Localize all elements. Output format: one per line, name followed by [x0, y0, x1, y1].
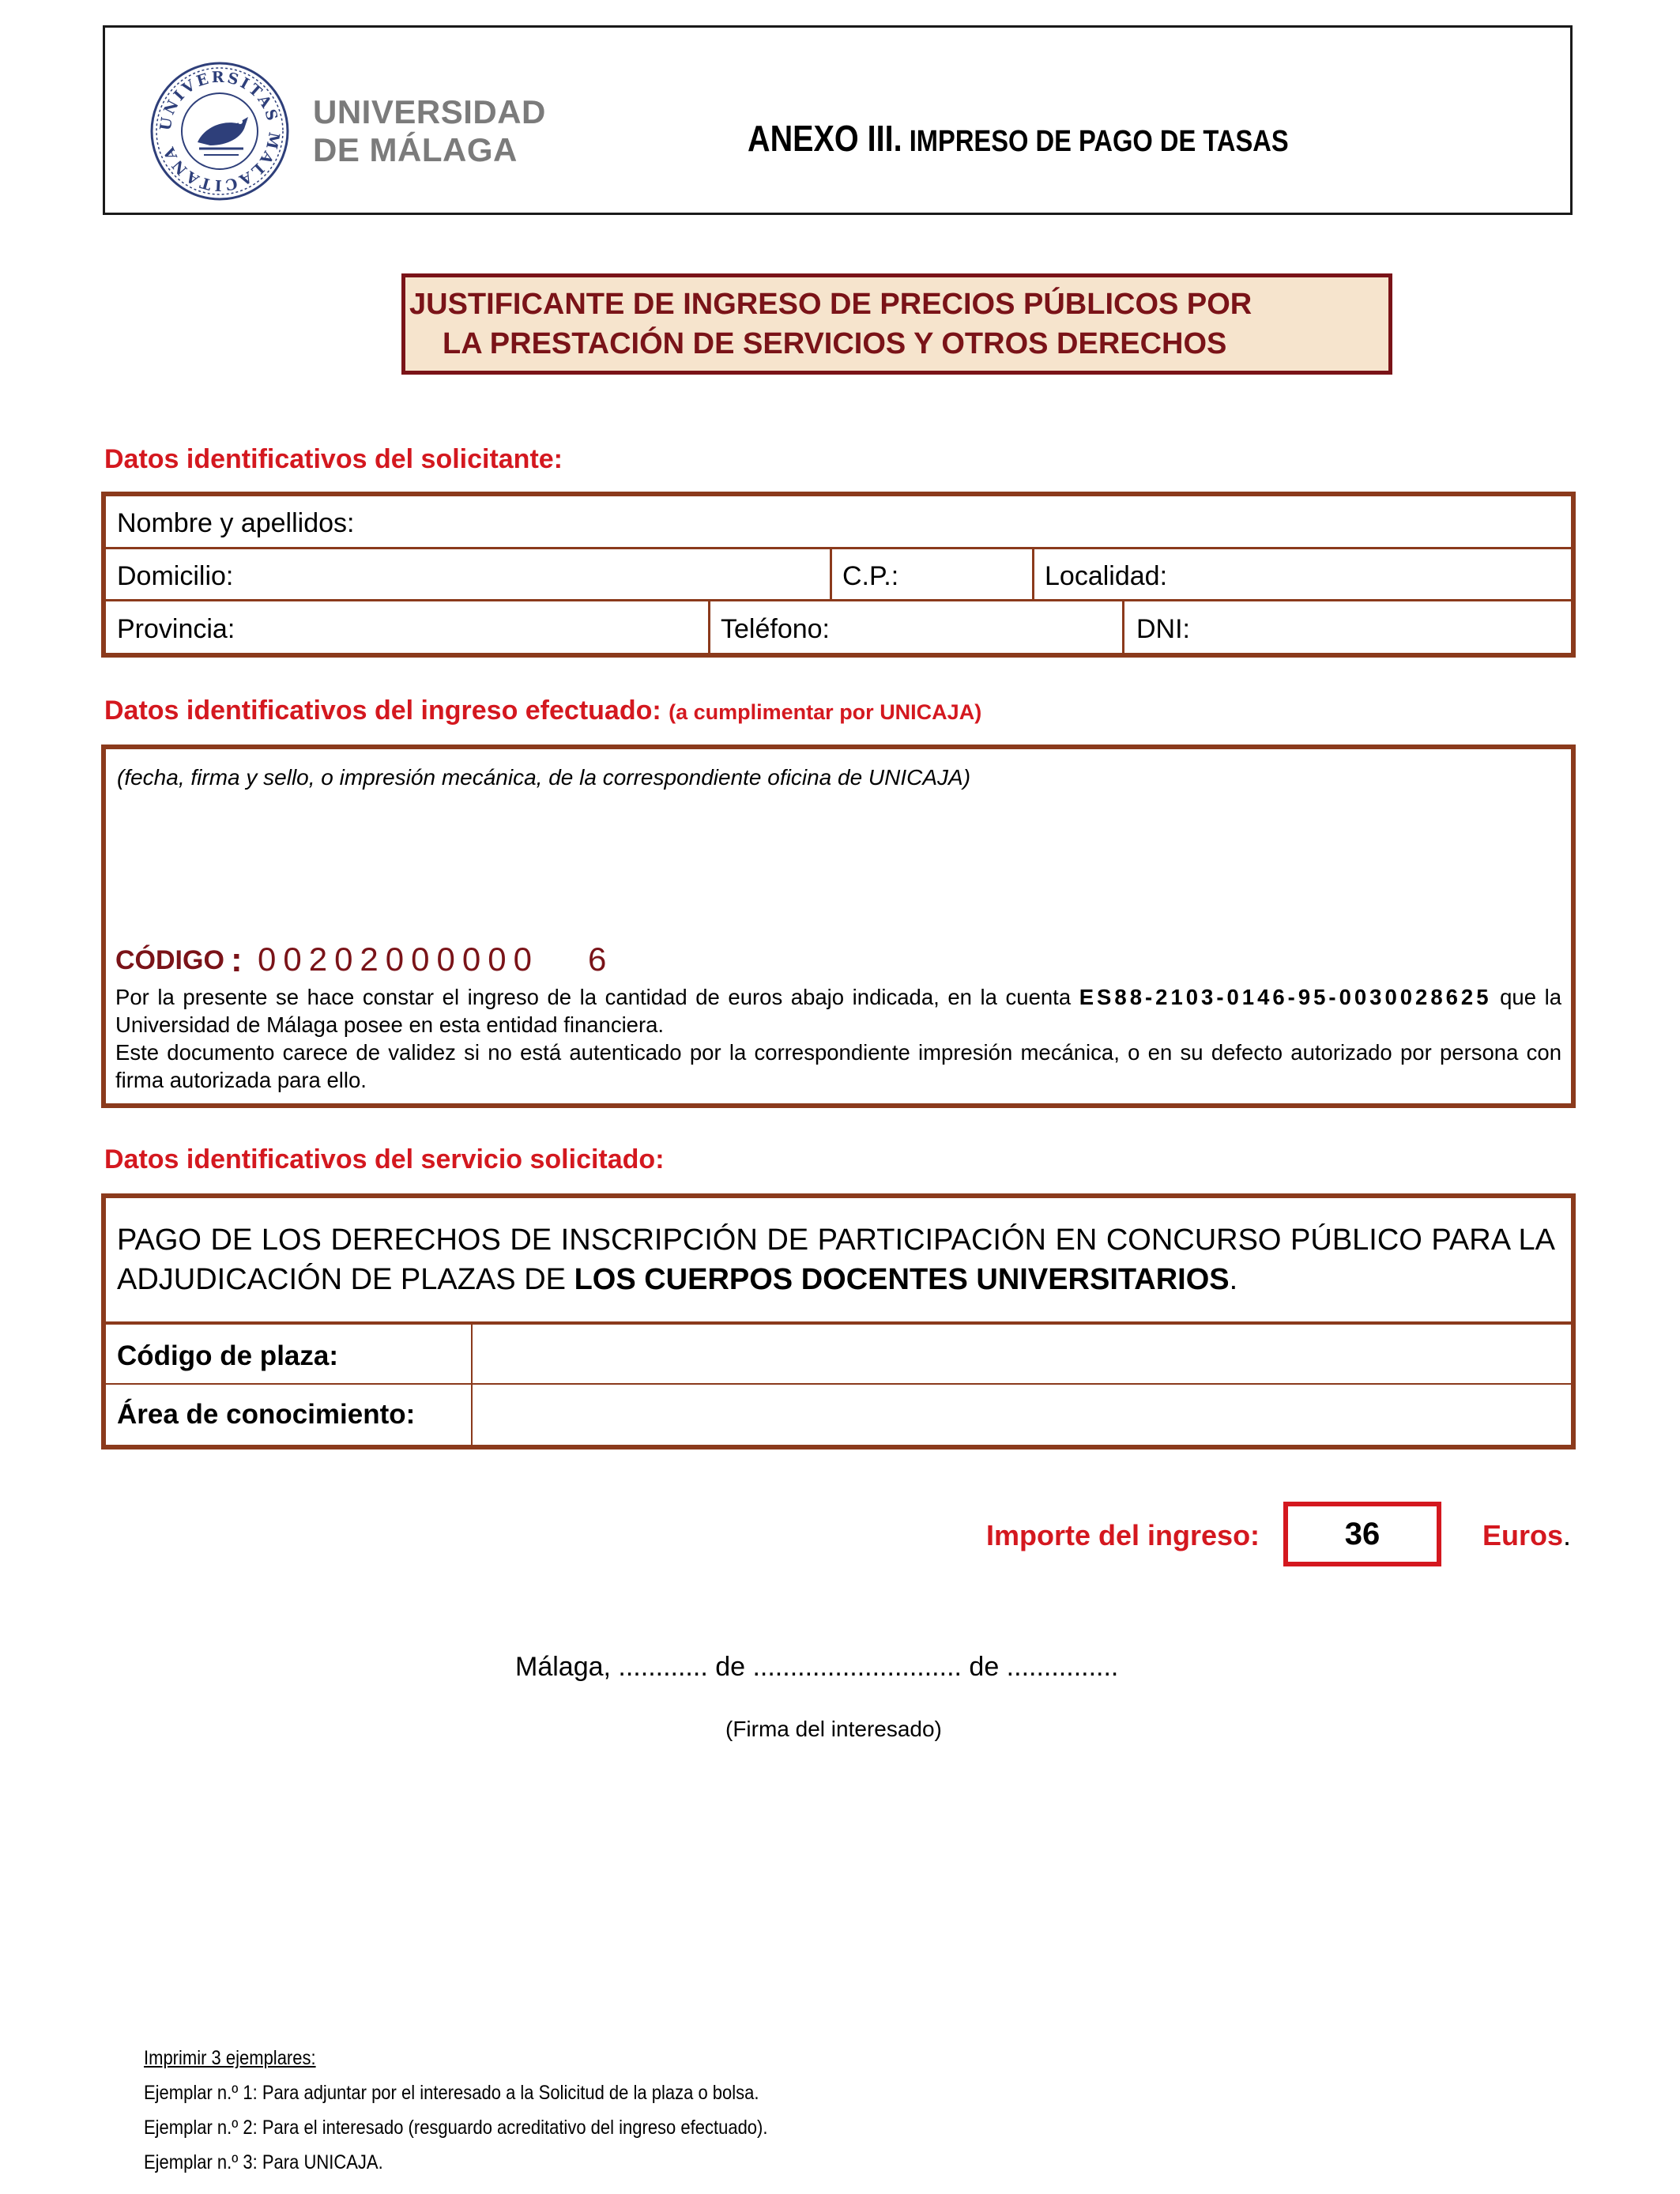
- university-name-line1: UNIVERSIDAD: [313, 93, 546, 130]
- payment-paragraph-2: Este documento carece de validez si no está autenticado por la correspondiente impresión mecánica, o en su defecto autorizado por persona con firma autorizada para ello.: [115, 1040, 1561, 1092]
- footer-line-3: Ejemplar n.º 3: Para UNICAJA.: [144, 2151, 383, 2173]
- date-line: Málaga, ............ de ............................ de ...............: [515, 1652, 1119, 1682]
- row-divider: [106, 1321, 1571, 1325]
- ingreso-title-text: Datos identificativos del ingreso efectuado:: [104, 696, 661, 726]
- justificante-line2: LA PRESTACIÓN DE SERVICIOS Y OTROS DERECHOS: [443, 327, 1227, 360]
- footer-line-1: Ejemplar n.º 1: Para adjuntar por el interesado a la Solicitud de la plaza o bolsa.: [144, 2082, 759, 2104]
- row-divider: [106, 599, 1571, 601]
- university-name-line2: DE MÁLAGA: [313, 131, 518, 168]
- dni-field[interactable]: DNI:: [1136, 614, 1190, 644]
- cp-field[interactable]: C.P.:: [842, 561, 899, 591]
- university-name: [313, 93, 546, 169]
- university-seal-icon: [149, 60, 291, 202]
- telefono-field[interactable]: Teléfono:: [721, 614, 830, 644]
- solicitante-section-title: Datos identificativos del solicitante:: [104, 444, 563, 474]
- justificante-line1: JUSTIFICANTE DE INGRESO DE PRECIOS PÚBLICOS POR: [409, 288, 1252, 321]
- col-divider: [830, 548, 832, 599]
- payment-paragraph: [115, 983, 1561, 1094]
- currency-label: [1482, 1519, 1571, 1552]
- ingreso-section-title: [104, 696, 981, 726]
- provincia-field[interactable]: Provincia:: [117, 614, 235, 644]
- currency-text: Euros: [1482, 1519, 1564, 1551]
- footer-line-2: Ejemplar n.º 2: Para el interesado (resguardo acreditativo del ingreso efectuado).: [144, 2117, 768, 2139]
- payment-paragraph-1: [115, 983, 1561, 1039]
- stamp-note: (fecha, firma y sello, o impresión mecánica, de la correspondiente oficina de UNICAJA): [117, 765, 971, 790]
- currency-end: .: [1563, 1519, 1572, 1551]
- annex-title: [748, 117, 1289, 160]
- codigo-label: CÓDIGO: [115, 945, 224, 975]
- codigo-plaza-input[interactable]: [474, 1326, 1571, 1382]
- codigo-colon: :: [231, 941, 243, 979]
- para-text: Por la presente se hace constar el ingreso de la cantidad de euros abajo indicada, en la cuenta: [115, 985, 1079, 1009]
- account-number: ES88-2103-0146-95-0030028625: [1079, 985, 1492, 1009]
- codigo-plaza-label: Código de plaza:: [117, 1340, 338, 1371]
- importe-box: [1283, 1502, 1441, 1566]
- row-divider: [106, 1383, 1571, 1385]
- annex-prefix: ANEXO III.: [748, 118, 902, 159]
- domicilio-field[interactable]: Domicilio:: [117, 561, 234, 591]
- col-divider: [1032, 548, 1034, 599]
- service-description: [117, 1220, 1555, 1299]
- seal-text: UNIVERSITAS MALACITANA: [156, 68, 283, 194]
- servicio-section-title: Datos identificativos del servicio solicitado:: [104, 1144, 665, 1174]
- service-text: PAGO DE LOS DERECHOS DE INSCRIPCIÓN DE PARTICIPACIÓN EN CONCURSO PÚBLICO PARA LA ADJUDICACIÓN DE PLAZAS DE: [117, 1223, 1555, 1296]
- localidad-field[interactable]: Localidad:: [1045, 561, 1168, 591]
- col-divider: [708, 601, 710, 653]
- service-text-end: .: [1229, 1263, 1238, 1296]
- nombre-field[interactable]: Nombre y apellidos:: [117, 508, 355, 538]
- ingreso-title-note: (a cumplimentar por UNICAJA): [669, 700, 982, 724]
- area-conocimiento-input[interactable]: [474, 1386, 1571, 1445]
- col-divider: [1122, 601, 1124, 653]
- importe-value: 36: [1344, 1516, 1381, 1551]
- col-divider: [471, 1325, 473, 1445]
- row-divider: [106, 547, 1571, 549]
- para-text: que la Universidad de Málaga posee en esta entidad financiera.: [115, 985, 1561, 1037]
- codigo-value: 00202000000 6: [258, 941, 614, 978]
- signature-label: (Firma del interesado): [725, 1717, 942, 1741]
- annex-rest: IMPRESO DE PAGO DE TASAS: [902, 125, 1289, 158]
- importe-label: Importe del ingreso:: [986, 1519, 1260, 1551]
- footer-title: Imprimir 3 ejemplares:: [144, 2047, 316, 2069]
- service-text-bold: LOS CUERPOS DOCENTES UNIVERSITARIOS: [574, 1263, 1230, 1296]
- area-conocimiento-label: Área de conocimiento:: [117, 1399, 416, 1430]
